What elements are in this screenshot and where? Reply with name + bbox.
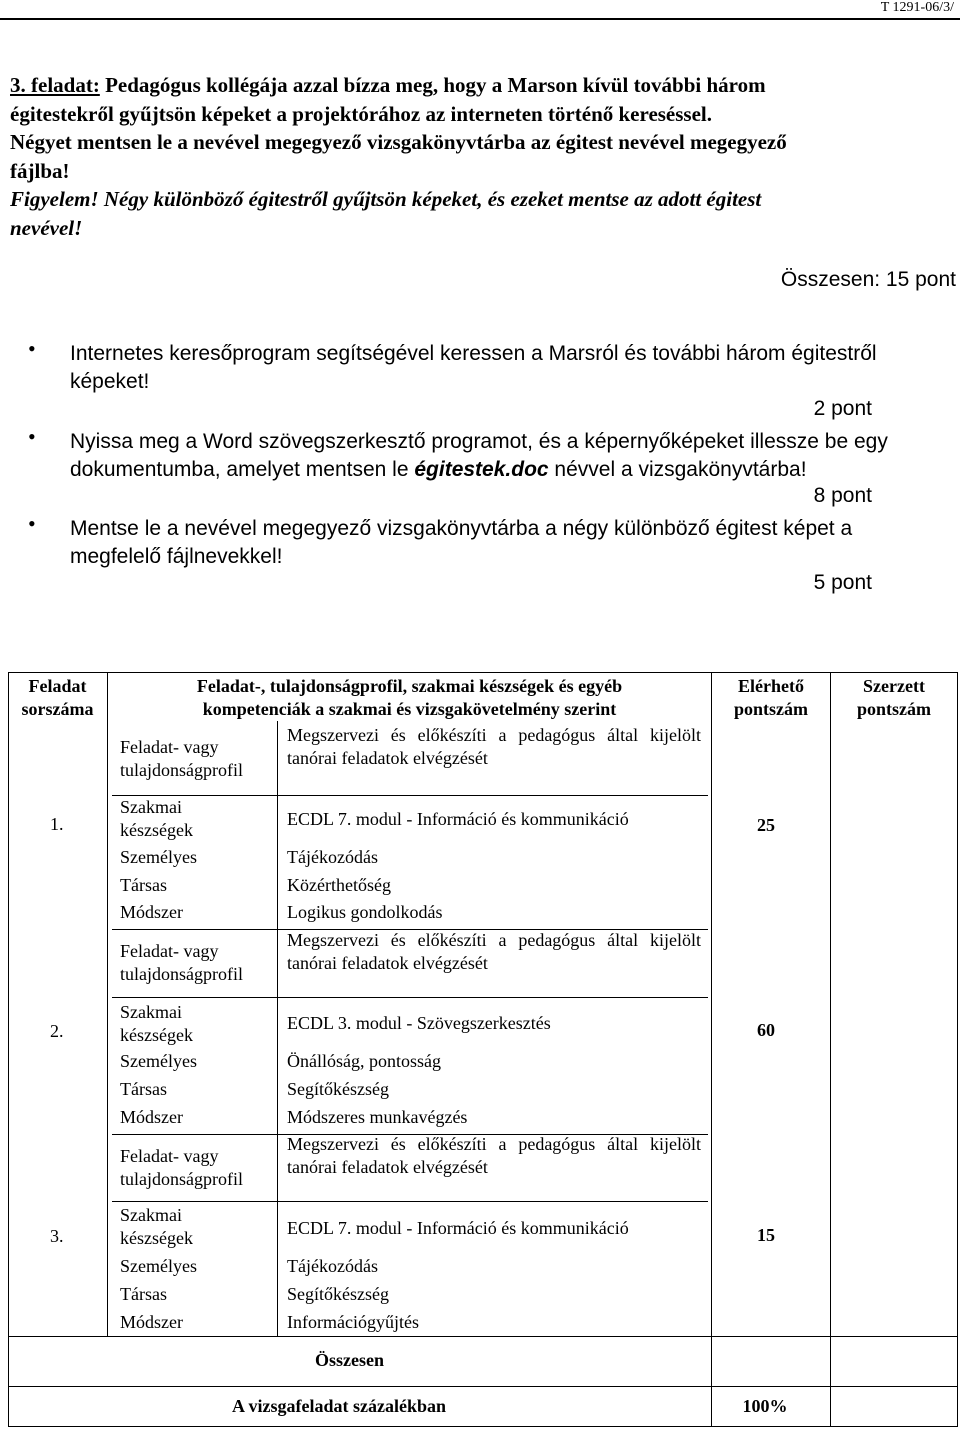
step-1-points: 2 pont — [813, 397, 872, 420]
row-3-task-profile-label: Feladat- vagy tulajdonságprofil — [120, 1146, 243, 1189]
col-divider — [107, 672, 108, 1336]
row-3-number: 3. — [50, 1226, 64, 1246]
page-code: T 1291-06/3/ — [880, 0, 954, 15]
row-1-task-profile-label: Feladat- vagy tulajdonságprofil — [120, 737, 243, 780]
header-task-number: Feladat sorszáma — [21, 676, 94, 719]
inner-divider — [277, 721, 278, 1336]
row-2-task-profile: Megszervezi és előkészíti a pedagógus által kijelölt tanórai feladatok elvégzését — [287, 930, 701, 973]
row-3-skills: ECDL 7. modul - Információ és kommunikáció — [287, 1218, 629, 1238]
row-divider — [8, 1336, 958, 1337]
col-divider — [830, 672, 831, 1427]
table-border-bottom — [8, 1426, 958, 1427]
row-2-personal: Önállóság, pontosság — [287, 1051, 441, 1071]
step-3-points: 5 pont — [813, 571, 872, 594]
bullet-icon: • — [28, 336, 36, 361]
row-divider — [8, 1386, 958, 1387]
header-available-points: Elérhető pontszám — [733, 676, 808, 719]
row-1-personal: Tájékozódás — [287, 847, 378, 867]
row-2-points: 60 — [757, 1020, 775, 1040]
header-earned-points: Szerzett pontszám — [856, 676, 931, 719]
row-1-social: Közérthetőség — [287, 875, 391, 895]
row-1-personal-label: Személyes — [120, 847, 197, 867]
row-1-number: 1. — [50, 814, 64, 834]
row-2-task-profile-label: Feladat- vagy tulajdonságprofil — [120, 941, 243, 984]
col-divider — [711, 672, 712, 1427]
filename: égitestek.doc — [414, 458, 549, 481]
row-3-social: Segítőkészség — [287, 1284, 389, 1304]
task-line-3: Négyet mentsen le a nevével megegyező vizsgakönyvtárba az égitest nevével megegyező — [10, 130, 787, 154]
percent-value: 100% — [742, 1396, 788, 1416]
header-profile: Feladat-, tulajdonságprofil, szakmai készségek és egyéb kompetenciák a szakmai és vizsgakövetelmény szerint — [196, 676, 623, 719]
row-3-personal-label: Személyes — [120, 1256, 197, 1276]
row-2-social: Segítőkészség — [287, 1079, 389, 1099]
row-3-task-profile: Megszervezi és előkészíti a pedagógus által kijelölt tanórai feladatok elvégzését — [287, 1134, 701, 1177]
row-2-method-label: Módszer — [120, 1107, 183, 1127]
task-line-4: fájlba! — [10, 158, 70, 183]
row-divider — [112, 795, 708, 796]
step-2-points: 8 pont — [813, 484, 872, 507]
task-number-label: 3. feladat: — [10, 73, 100, 97]
row-3-method: Információgyűjtés — [287, 1312, 419, 1332]
row-2-method: Módszeres munkavégzés — [287, 1107, 468, 1127]
task-description — [10, 71, 955, 242]
row-1-task-profile: Megszervezi és előkészíti a pedagógus által kijelölt tanórai feladatok elvégzését — [287, 725, 701, 768]
percent-label: A vizsgafeladat százalékban — [232, 1396, 446, 1416]
header-divider — [0, 18, 960, 20]
table-border-top — [8, 672, 958, 673]
row-3-personal: Tájékozódás — [287, 1256, 378, 1276]
step-1-text: Internetes keresőprogram segítségével keressen a Marsról és további három égitestről képeket! — [70, 342, 877, 393]
task-line-1: 3. feladat: Pedagógus kollégája azzal bízza meg, hogy a Marson kívül további három — [10, 73, 766, 97]
bullet-icon: • — [28, 424, 36, 449]
row-divider — [112, 1201, 708, 1202]
row-2-social-label: Társas — [120, 1079, 167, 1099]
row-2-number: 2. — [50, 1021, 64, 1041]
row-1-method-label: Módszer — [120, 902, 183, 922]
bullet-icon: • — [28, 511, 36, 536]
row-1-method: Logikus gondolkodás — [287, 902, 443, 922]
row-2-skills-label: Szakmai készségek — [120, 1002, 193, 1045]
table-border-left — [8, 672, 9, 1427]
row-3-method-label: Módszer — [120, 1312, 183, 1332]
row-divider — [112, 997, 708, 998]
row-3-skills-label: Szakmai készségek — [120, 1205, 193, 1248]
total-label: Összesen — [315, 1350, 384, 1370]
row-1-social-label: Társas — [120, 875, 167, 895]
task-total: Összesen: 15 pont — [780, 268, 956, 291]
row-1-skills-label: Szakmai készségek — [120, 797, 193, 840]
step-3-text: Mentse le a nevével megegyező vizsgakönyvtárba a négy különböző égitest képet a megfelelő fájlnevekkel! — [70, 517, 853, 568]
task-line-2: égitestekről gyűjtsön képeket a projektórához az interneten történő kereséssel. — [10, 101, 713, 126]
task-warning-2: nevével! — [10, 215, 83, 240]
row-1-skills: ECDL 7. modul - Információ és kommunikáció — [287, 809, 629, 829]
row-3-social-label: Társas — [120, 1284, 167, 1304]
task-warning-1: Figyelem! Négy különböző égitestről gyűjtsön képeket, és ezeket mentse az adott égitest — [10, 187, 762, 211]
table-border-right — [957, 672, 958, 1427]
row-2-personal-label: Személyes — [120, 1051, 197, 1071]
row-3-points: 15 — [757, 1225, 775, 1245]
row-2-skills: ECDL 3. modul - Szövegszerkesztés — [287, 1013, 551, 1033]
row-1-points: 25 — [757, 815, 775, 835]
step-2-text: Nyissa meg a Word szövegszerkesztő programot, és a képernyőképeket illessze be egy dokumentumba, amelyet mentsen le égitestek.doc névvel a vizsgakönyvtárba! — [70, 430, 888, 481]
